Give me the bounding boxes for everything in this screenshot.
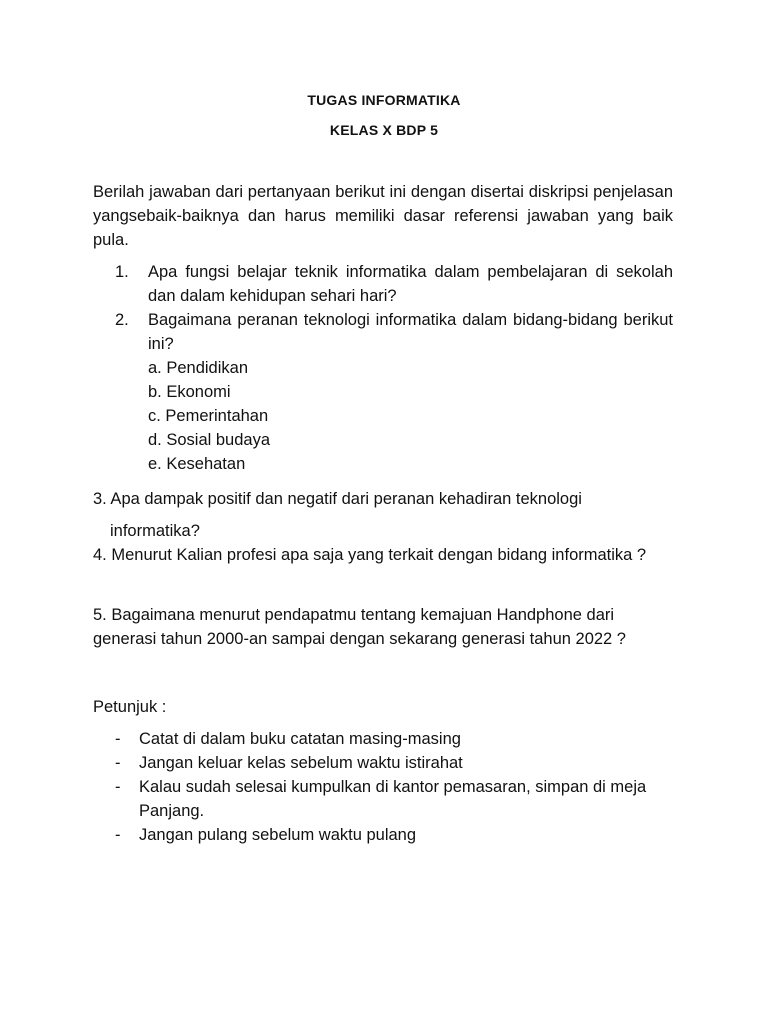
instruction-text: Jangan pulang sebelum waktu pulang xyxy=(139,826,417,844)
instructions-list xyxy=(93,727,653,847)
question-item-1 xyxy=(93,260,673,308)
sub-option-list xyxy=(148,356,673,476)
sub-option-item: b. Ekonomi xyxy=(148,383,231,401)
question-3-line-1: 3. Apa dampak positif dan negatif dari peranan kehadiran teknologi xyxy=(93,490,582,508)
document-subtitle: KELAS X BDP 5 xyxy=(329,122,439,138)
question-text: Bagaimana peranan teknologi informatika dalam bidang-bidang berikut ini? xyxy=(148,311,673,353)
question-text: Apa fungsi belajar teknik informatika dalam pembelajaran di sekolah dan dalam kehidupan sehari hari? xyxy=(148,263,673,305)
instruction-item xyxy=(93,751,653,775)
question-3-line-2: informatika? xyxy=(110,522,200,540)
instruction-item xyxy=(93,823,653,847)
document-title: TUGAS INFORMATIKA xyxy=(307,92,461,108)
bullet-dash: - xyxy=(115,730,121,748)
instruction-text: Kalau sudah selesai kumpulkan di kantor pemasaran, simpan di meja Panjang. xyxy=(139,778,647,820)
bullet-dash: - xyxy=(115,826,121,844)
instruction-item xyxy=(93,727,653,751)
question-4: 4. Menurut Kalian profesi apa saja yang terkait dengan bidang informatika ? xyxy=(93,546,647,564)
question-5: 5. Bagaimana menurut pendapatmu tentang kemajuan Handphone dari generasi tahun 2000-an sampai dengan sekarang generasi tahun 2022 ? xyxy=(93,606,626,648)
question-number: 2. xyxy=(115,311,129,329)
instruction-text: Jangan keluar kelas sebelum waktu istirahat xyxy=(139,754,463,772)
instruction-text: Catat di dalam buku catatan masing-masing xyxy=(139,730,461,748)
question-number: 1. xyxy=(115,263,129,281)
bullet-dash: - xyxy=(115,754,121,772)
question-item-2 xyxy=(93,308,673,476)
instruction-item xyxy=(93,775,653,823)
instructions-label: Petunjuk : xyxy=(93,698,167,716)
sub-option-item: a. Pendidikan xyxy=(148,359,248,377)
question-list xyxy=(93,260,673,476)
bullet-dash: - xyxy=(115,778,121,796)
sub-option-item: c. Pemerintahan xyxy=(148,407,269,425)
sub-option-item: d. Sosial budaya xyxy=(148,431,271,449)
intro-paragraph: Berilah jawaban dari pertanyaan berikut ini dengan disertai diskripsi penjelasan yangsebaik-baiknya dan harus memiliki dasar referensi jawaban yang baik pula. xyxy=(93,183,673,249)
sub-option-item: e. Kesehatan xyxy=(148,455,246,473)
